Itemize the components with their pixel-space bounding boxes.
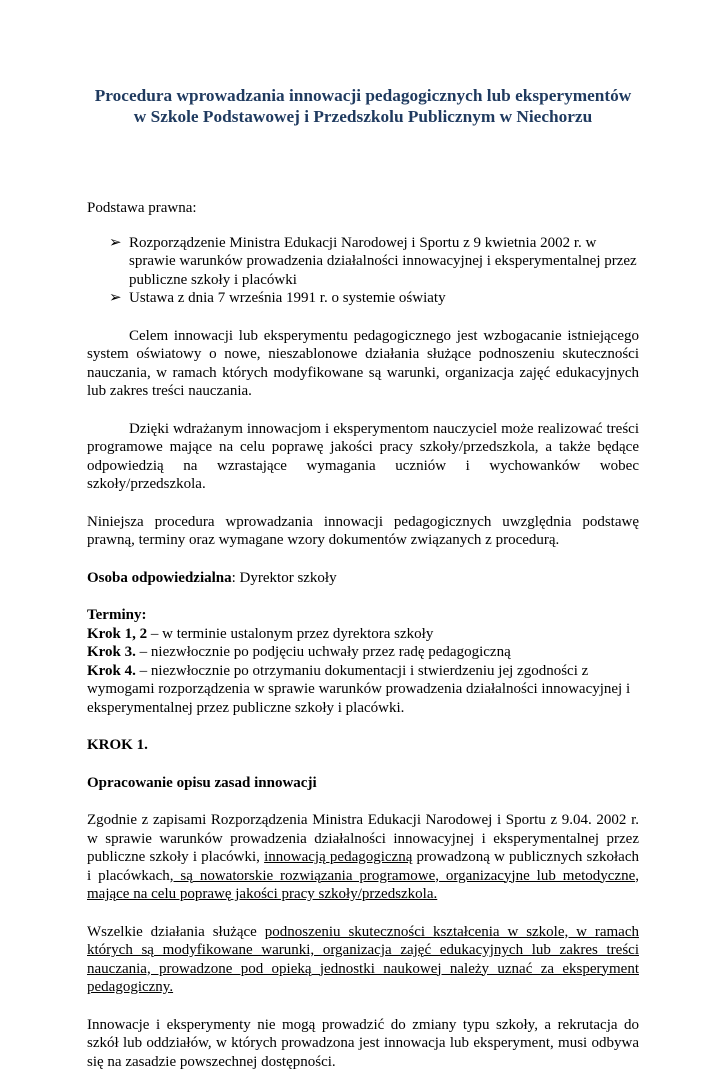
deadline-step-text: – w terminie ustalonym przez dyrektora szkoły	[147, 626, 433, 642]
deadline-step	[87, 643, 639, 662]
experiment-definition-paragraph: Wszelkie działania służące podnoszeniu skuteczności kształcenia w szkole, w ramach których są modyfikowane warunki, organizacja zajęć edukacyjnych lub zakres treści nauczania, prowadzone pod opieką jednostki naukowej należy uznać za eksperyment pedagogiczny.	[87, 923, 639, 997]
goal-paragraph: Celem innowacji lub eksperymentu pedagogicznego jest wzbogacanie istniejącego system oświatowy o nowe, nieszablonowe działania służące podnoszeniu skuteczności nauczania, w ramach których modyfikowane są warunki, organizacja zajęć edukacyjnych lub zakres treści nauczania.	[87, 327, 639, 401]
deadline-step-label: Krok 1, 2	[87, 626, 147, 642]
responsible-label: Osoba odpowiedzialna	[87, 570, 232, 586]
step1-subheading: Opracowanie opisu zasad innowacji	[87, 774, 639, 793]
title-line-2: w Szkole Podstawowej i Przedszkolu Publicznym w Niechorzu	[87, 106, 639, 127]
deadline-step-label: Krok 3.	[87, 644, 136, 660]
step1-heading: KROK 1.	[87, 736, 639, 755]
deadline-step-text: – niezwłocznie po otrzymaniu dokumentacji i stwierdzeniu jej zgodności z wymogami rozporządzenia w sprawie warunków prowadzenia działalności innowacyjnej i eksperymentalnej przez publiczne szkoły i placówki.	[87, 663, 630, 716]
legal-basis-item	[87, 289, 639, 308]
deadline-step-label: Krok 4.	[87, 663, 136, 679]
scope-paragraph: Niniejsza procedura wprowadzania innowacji pedagogicznych uwzględnia podstawę prawną, terminy oraz wymagane wzory dokumentów związanych z procedurą.	[87, 513, 639, 550]
legal-basis-item-text: Rozporządzenie Ministra Edukacji Narodowej i Sportu z 9 kwietnia 2002 r. w sprawie warunków prowadzenia działalności innowacyjnej i eksperymentalnej przez publiczne szkoły i placówki	[129, 235, 637, 288]
underlined-definition: podnoszeniu skuteczności kształcenia w szkole, w ramach których są modyfikowane warunki, organizacja zajęć edukacyjnych lub zakres treści nauczania, prowadzone pod opieką jednostki naukowej należy uznać za eksperyment pedagogiczny.	[87, 924, 639, 996]
underlined-term: innowacją pedagogiczną	[264, 849, 412, 865]
underlined-definition: , są nowatorskie rozwiązania programowe, organizacyjne lub metodyczne, mające na celu poprawę jakości pracy szkoły/przedszkola.	[87, 868, 639, 903]
title-line-1: Procedura wprowadzania innowacji pedagogicznych lub eksperymentów	[87, 85, 639, 106]
document-title	[87, 85, 639, 127]
legal-basis-label: Podstawa prawna:	[87, 199, 639, 218]
legal-basis-list	[87, 234, 639, 308]
deadlines-section	[87, 606, 639, 717]
deadline-step	[87, 625, 639, 644]
access-paragraph: Innowacje i eksperymenty nie mogą prowadzić do zmiany typu szkoły, a rekrutacja do szkół lub oddziałów, w których prowadzona jest innowacja lub eksperyment, musi odbywa się na zasadzie powszechnej dostępności.	[87, 1016, 639, 1071]
benefit-paragraph: Dzięki wdrażanym innowacjom i eksperymentom nauczyciel może realizować treści programowe mające na celu poprawę jakości pracy szkoły/przedszkola, a także będące odpowiedzią na wzrastające wymagania uczniów i wychowanków wobec szkoły/przedszkola.	[87, 420, 639, 494]
responsible-value: : Dyrektor szkoły	[232, 570, 337, 586]
deadline-step-text: – niezwłocznie po podjęciu uchwały przez radę pedagogiczną	[136, 644, 511, 660]
legal-basis-item	[87, 234, 639, 290]
arrow-bullet-icon: ➢	[109, 234, 122, 253]
deadlines-heading: Terminy:	[87, 606, 639, 625]
legal-basis-item-text: Ustawa z dnia 7 września 1991 r. o systemie oświaty	[129, 290, 446, 306]
deadline-step	[87, 662, 639, 718]
responsible-person	[87, 569, 639, 588]
arrow-bullet-icon: ➢	[109, 289, 122, 308]
innovation-definition-paragraph: Zgodnie z zapisami Rozporządzenia Ministra Edukacji Narodowej i Sportu z 9.04. 2002 r. w sprawie warunków prowadzenia działalności innowacyjnej i eksperymentalnej przez publiczne szkoły i placówki, innowacją pedagogiczną prowadzoną w publicznych szkołach i placówkach, są nowatorskie rozwiązania programowe, organizacyjne lub metodyczne, mające na celu poprawę jakości pracy szkoły/przedszkola.	[87, 811, 639, 904]
